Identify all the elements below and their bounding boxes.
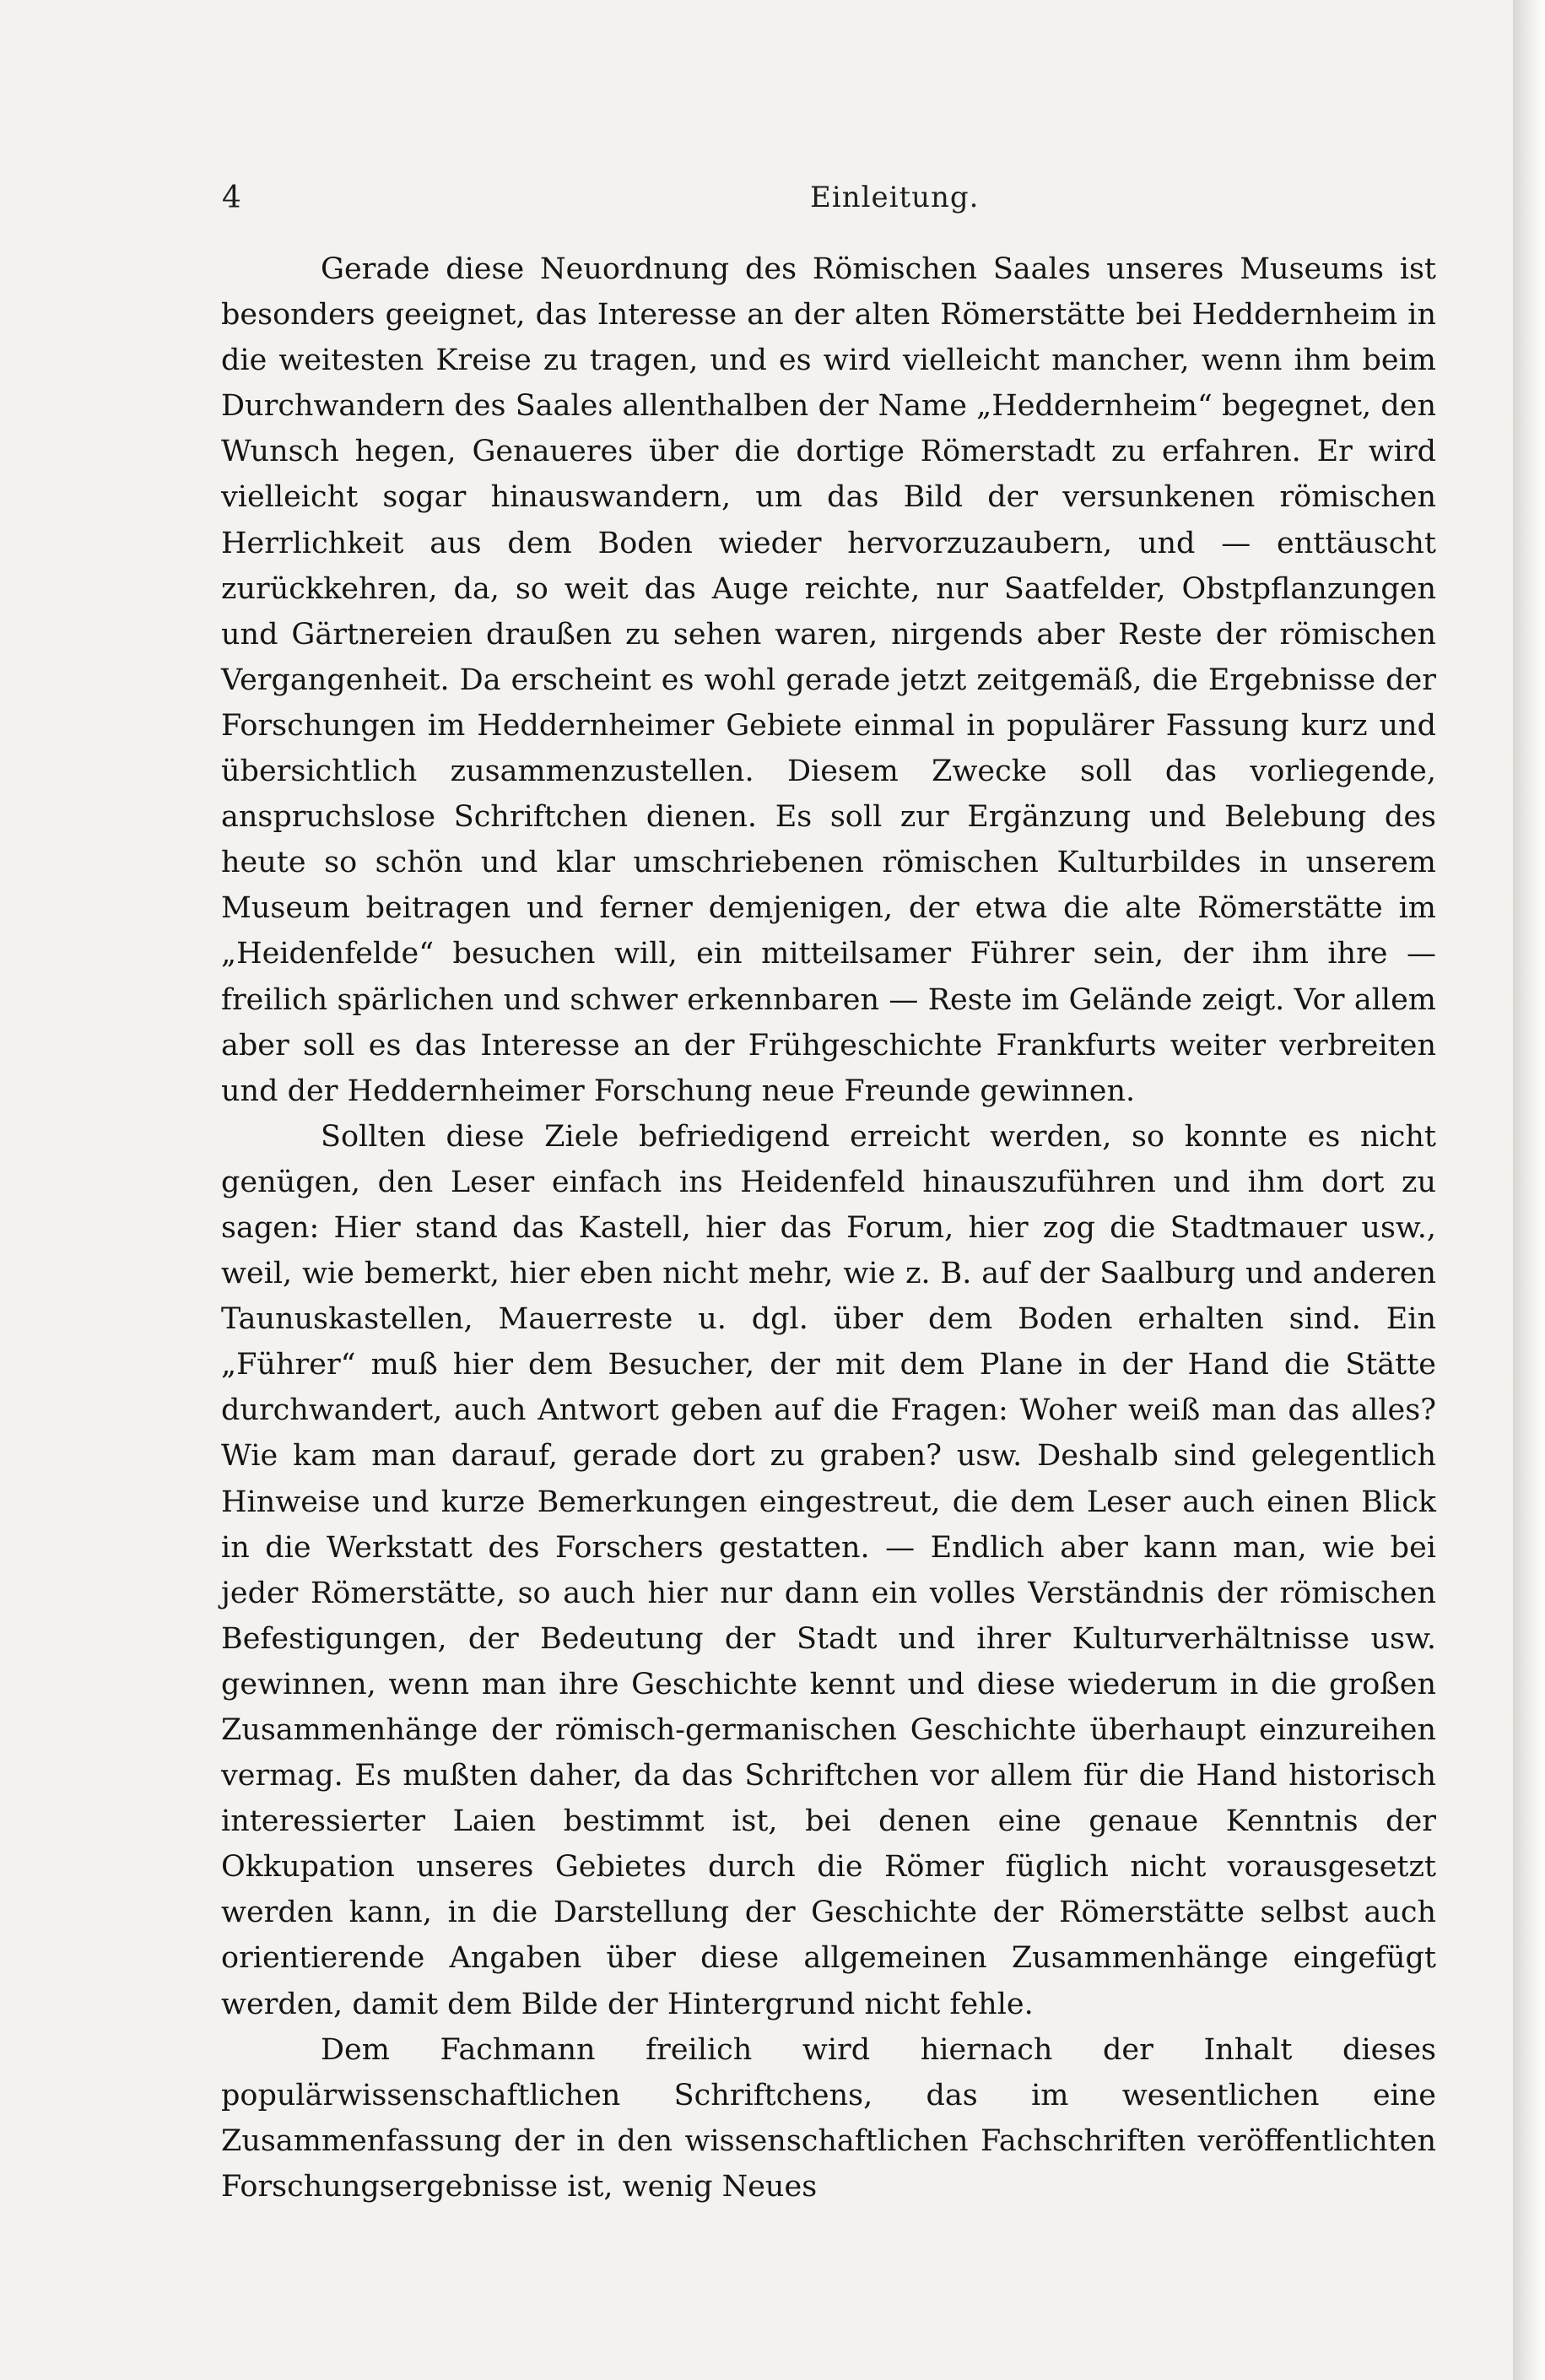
- page-number: 4: [222, 181, 241, 215]
- page-edge-shadow: [1513, 0, 1545, 2380]
- body-text: [221, 246, 1436, 2210]
- paragraph: Dem Fachmann freilich wird hiernach der Inhalt dieses populärwissenschaftlichen Schriftchens, das im wesentlichen eine Zusammenfassung der in den wissenschaftlichen Fachschriften veröffentlichten Forschungsergebnisse ist, wenig Neues: [221, 2032, 1436, 2204]
- running-head: Einleitung.: [810, 181, 980, 214]
- page-header: [0, 177, 1545, 228]
- paragraph: Sollten diese Ziele befriedigend erreicht werden, so konnte es nicht genügen, den Leser einfach ins Heidenfeld hinauszuführen und ihm dort zu sagen: Hier stand das Kastell, hier das Forum, hier zog die Stadtmauer usw., weil, wie bemerkt, hier eben nicht mehr, wie z. B. auf der Saalburg und anderen Taunuskastellen, Mauerreste u. dgl. über dem Boden erhalten sind. Ein „Führer“ muß hier dem Besucher, der mit dem Plane in der Hand die Stätte durchwandert, auch Antwort geben auf die Fragen: Woher weiß man das alles? Wie kam man darauf, gerade dort zu graben? usw. Deshalb sind gelegentlich Hinweise und kurze Bemerkungen eingestreut, die dem Leser auch einen Blick in die Werkstatt des Forschers gestatten. — Endlich aber kann man, wie bei jeder Römerstätte, so auch hier nur dann ein volles Verständnis der römischen Befestigungen, der Bedeutung der Stadt und ihrer Kulturverhältnisse usw. gewinnen, wenn man ihre Geschichte kennt und diese wiederum in die großen Zusammenhänge der römisch-germanischen Geschichte überhaupt einzureihen vermag. Es mußten daher, da das Schriftchen vor allem für die Hand historisch interessierter Laien bestimmt ist, bei denen eine genaue Kenntnis der Okkupation unseres Gebietes durch die Römer füglich nicht vorausgesetzt werden kann, in die Darstellung der Geschichte der Römerstätte selbst auch orientierende Angaben über diese allgemeinen Zusammenhänge eingefügt werden, damit dem Bilde der Hintergrund nicht fehle.: [221, 1119, 1436, 2021]
- paragraph: Gerade diese Neuordnung des Römischen Saales unseres Museums ist besonders geeignet, das Interesse an der alten Römerstätte bei Heddernheim in die weitesten Kreise zu tragen, und es wird vielleicht mancher, wenn ihm beim Durchwandern des Saales allenthalben der Name „Heddernheim“ begegnet, den Wunsch hegen, Genaueres über die dortige Römerstadt zu erfahren. Er wird vielleicht sogar hinauswandern, um das Bild der versunkenen römischen Herrlichkeit aus dem Boden wieder hervorzuzaubern, und — enttäuscht zurückkehren, da, so weit das Auge reichte, nur Saatfelder, Obstpflanzungen und Gärtnereien draußen zu sehen waren, nirgends aber Reste der römischen Vergangenheit. Da erscheint es wohl gerade jetzt zeitgemäß, die Ergebnisse der Forschungen im Heddernheimer Gebiete einmal in populärer Fassung kurz und übersichtlich zusammenzustellen. Diesem Zwecke soll das vorliegende, anspruchslose Schriftchen dienen. Es soll zur Ergänzung und Belebung des heute so schön und klar umschriebenen römischen Kulturbildes in unserem Museum beitragen und ferner demjenigen, der etwa die alte Römerstätte im „Heidenfelde“ besuchen will, ein mitteilsamer Führer sein, der ihm ihre — freilich spärlichen und schwer erkennbaren — Reste im Gelände zeigt. Vor allem aber soll es das Interesse an der Frühgeschichte Frankfurts weiter verbreiten und der Heddernheimer Forschung neue Freunde gewinnen.: [221, 252, 1436, 1108]
